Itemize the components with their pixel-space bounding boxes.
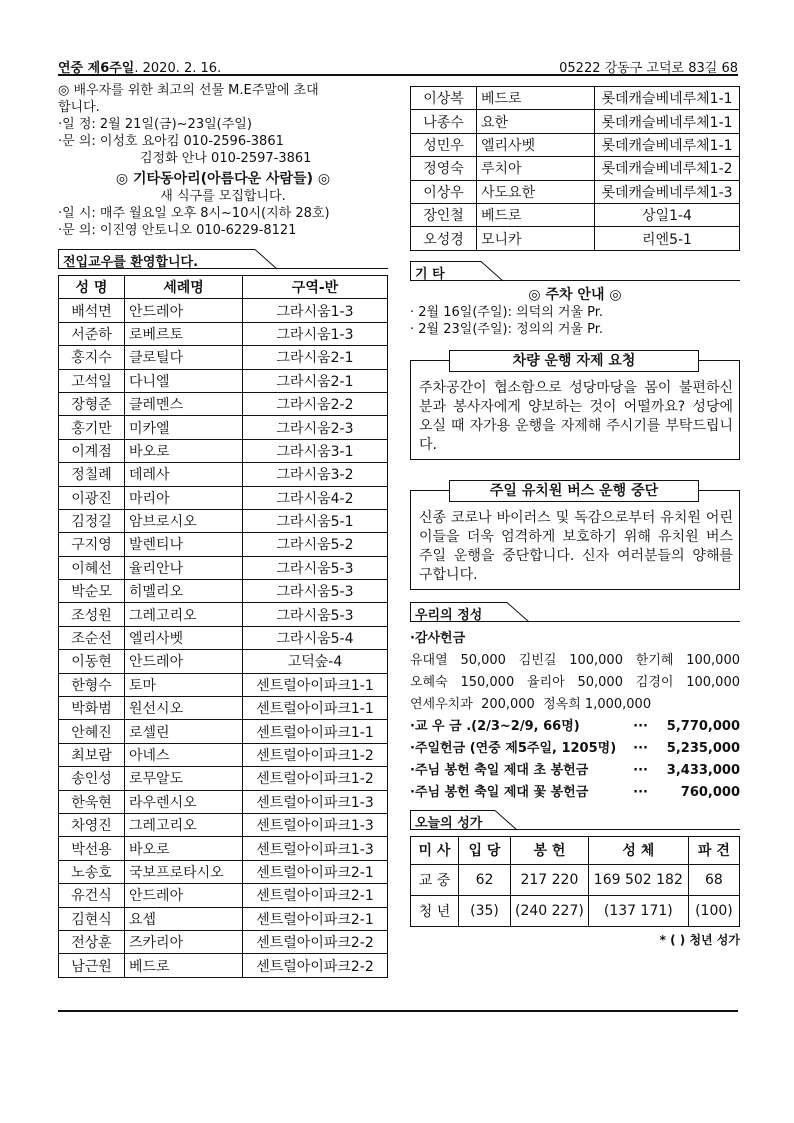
district-cell: 그라시움5-4 [243,626,388,649]
thanks-line [410,694,740,716]
name-cell: 정영숙 [411,157,477,180]
table-row [59,509,388,532]
name-cell: 김정길 [59,509,125,532]
mass-cell: 청 년 [411,895,459,926]
baptismal-cell: 히멜리오 [125,580,243,603]
table-row [59,322,388,345]
issue-date: 연중 제6주일. 2020. 2. 16. [58,61,222,76]
baptismal-cell: 원선시오 [125,697,243,720]
offering-amount: 5,235,000 [666,740,740,756]
amount: 100,000 [569,652,623,668]
baptismal-cell: 베드로 [477,203,595,226]
baptismal-cell: 아네스 [125,743,243,766]
district-cell: 센트럴아이파크1-1 [243,720,388,743]
thanks-line [410,650,740,672]
amount: 50,000 [577,674,623,690]
table-row [59,346,388,369]
baptismal-cell: 클로틸다 [125,346,243,369]
guitar-schedule: ·일 시: 매주 월요일 오후 8시~10시(지하 28호) [58,206,330,221]
offering-label: ·주님 봉헌 축일 제대 꽃 봉헌금 [410,784,589,800]
district-cell: 그라시움2-1 [243,346,388,369]
baptismal-cell: 요한 [477,110,595,133]
table-row [411,110,740,133]
district-cell: 그라시움5-3 [243,603,388,626]
thanks-label: ·감사헌금 [410,630,466,646]
stats-head: 파 견 [688,836,739,864]
donor: 유대열 [410,652,448,668]
table-row [59,673,388,696]
baptismal-cell: 엘리사벳 [477,133,595,156]
name-cell: 차영진 [59,813,125,836]
offering-value [633,760,740,782]
name-cell: 조성원 [59,603,125,626]
amount: 100,000 [686,652,740,668]
donor: 오혜숙 [410,674,448,690]
right-column [410,82,740,948]
col-district: 구역-반 [243,276,388,299]
page-header [58,54,738,76]
district-cell: 센트럴아이파크1-3 [243,813,388,836]
table-row [59,463,388,486]
name-cell: 김현식 [59,907,125,930]
offering-item [410,760,740,782]
baptismal-cell: 국보프로타시오 [125,860,243,883]
leader-dots: ··· [633,718,648,734]
amount: 50,000 [460,652,506,668]
name-cell: 송인성 [59,767,125,790]
communion-cell: 169 502 182 [588,864,688,895]
name-cell: 박순모 [59,580,125,603]
dismissal-cell: 68 [688,864,739,895]
table-row [59,790,388,813]
stats-table [410,836,740,927]
name-cell: 전상훈 [59,930,125,953]
table-row [59,767,388,790]
table-row [59,626,388,649]
district-cell: 센트럴아이파크2-2 [243,954,388,977]
district-cell: 그라시움5-1 [243,509,388,532]
district-cell: 센트럴아이파크1-1 [243,673,388,696]
table-row [411,157,740,180]
district-cell: 그라시움5-3 [243,580,388,603]
amount: 1,000,000 [584,696,652,712]
table-row [59,884,388,907]
amount: 150,000 [460,674,515,690]
donor: 정옥희 [543,696,581,712]
district-cell: 그라시움5-2 [243,533,388,556]
table-row [59,369,388,392]
district-cell: 그라시움3-1 [243,439,388,462]
baptismal-cell: 그레고리오 [125,813,243,836]
guitar-title: ◎ 기타동아리(아름다운 사람들) ◎ [115,171,331,187]
baptismal-cell: 사도요한 [477,180,595,203]
welcome-title: 전입교우를 환영합니다. [58,249,254,269]
table-row [59,439,388,462]
me-line: ·문 의: 이성호 요아킴 010-2596-3861 [58,134,284,149]
baptismal-cell: 바오로 [125,837,243,860]
baptismal-cell: 안드레아 [125,650,243,673]
offering-label: ·교 우 금 .(2/3~2/9, 66명) [410,718,580,734]
baptismal-cell: 베드로 [477,87,595,110]
name-cell: 장인철 [411,203,477,226]
district-cell: 센트럴아이파크2-1 [243,860,388,883]
thanks-line [410,672,740,694]
name-cell: 나종수 [411,110,477,133]
notice-car [410,352,740,460]
baptismal-cell: 그레고리오 [125,603,243,626]
offering-value [633,738,740,760]
district-cell: 롯데캐슬베네루체1-1 [595,133,740,156]
district-cell: 그라시움2-3 [243,416,388,439]
church-address: 05222 강동구 고덕로 83길 68 [559,61,738,76]
notice-car-body: 주차공간이 협소함으로 성당마당을 몸이 불편하신 분과 봉사자에게 양보하는 것이 어떨까요? 성당에 오실 때 자가용 운행을 자제해 주시기를 부탁드립니다. [419,379,733,453]
offering-item [410,782,740,804]
baptismal-cell: 로셀린 [125,720,243,743]
baptismal-cell: 다니엘 [125,369,243,392]
amount: 100,000 [686,674,740,690]
guitar-contact: ·문 의: 이진영 안토니오 010-6229-8121 [58,223,297,238]
baptismal-cell: 클레멘스 [125,392,243,415]
etc-title: 기 타 [410,261,480,281]
name-cell: 이상복 [411,87,477,110]
table-row [59,533,388,556]
guitar-club [58,171,388,239]
donor: 연세우치과 [410,696,473,712]
table-row [59,697,388,720]
leader-dots: ··· [633,740,648,756]
table-row [59,720,388,743]
district-cell: 상일1-4 [595,203,740,226]
me-line: ◎ 배우자를 위한 최고의 선물 M.E주말에 초대 [58,83,319,98]
table-row [411,895,740,926]
district-cell: 센트럴아이파크2-2 [243,930,388,953]
stats-section-tag [410,810,740,830]
baptismal-cell: 안드레아 [125,884,243,907]
offering-title: 우리의 정성 [410,602,506,622]
me-line: ·일 정: 2월 21일(금)~23일(주일) [58,117,252,132]
name-cell: 이계점 [59,439,125,462]
name-cell: 한욱현 [59,790,125,813]
table-row [411,864,740,895]
district-cell: 그라시움3-2 [243,463,388,486]
table-row [411,227,740,250]
notice-bus [410,482,740,590]
name-cell: 성민우 [411,133,477,156]
parking-title: ◎ 주차 안내 ◎ [528,286,622,303]
stats-title: 오늘의 성가 [410,810,494,830]
name-cell: 한형수 [59,673,125,696]
name-cell: 이상우 [411,180,477,203]
table-row [59,580,388,603]
offering-label: ·주일헌금 (연중 제5주일, 1205명) [410,740,617,756]
table-row [411,180,740,203]
baptismal-cell: 바오로 [125,439,243,462]
offering-label: ·주님 봉헌 축일 제대 초 봉헌금 [410,762,589,778]
donor: 김경이 [635,674,674,690]
stats-note: * ( ) 청년 성가 [659,932,740,947]
table-row [59,416,388,439]
baptismal-cell: 모니카 [477,227,595,250]
tag-slant-icon [493,810,523,831]
district-cell: 센트럴아이파크2-1 [243,907,388,930]
offering-item [410,716,740,738]
district-cell: 롯데캐슬베네루체1-3 [595,180,740,203]
district-cell: 센트럴아이파크1-3 [243,790,388,813]
me-line: 김정화 안나 010-2597-3861 [140,151,312,166]
name-cell: 노송호 [59,860,125,883]
stats-head: 성 체 [588,836,688,864]
entrance-cell: (35) [459,895,511,926]
table-row [59,837,388,860]
dismissal-cell: (100) [688,895,739,926]
name-cell: 정칠례 [59,463,125,486]
name-cell: 이혜선 [59,556,125,579]
offering-section-tag [410,602,740,622]
welcome-table [58,275,388,978]
baptismal-cell: 로무알도 [125,767,243,790]
baptismal-cell: 율리안나 [125,556,243,579]
baptismal-cell: 루치아 [477,157,595,180]
table-row [59,603,388,626]
notice-bus-body: 신종 코로나 바이러스 및 독감으로부터 유치원 어린이들을 더욱 엄격하게 보호하기 위해 유치원 버스 주일 운행을 중단합니다. 신자 여러분들의 양해를 구합니다. [419,509,733,583]
district-cell: 그라시움1-3 [243,299,388,322]
baptismal-cell: 데레사 [125,463,243,486]
col-name: 성 명 [59,276,125,299]
table-row [59,860,388,883]
name-cell: 유건식 [59,884,125,907]
baptismal-cell: 암브로시오 [125,509,243,532]
table-row [59,299,388,322]
table-row [59,743,388,766]
stats-head: 미 사 [411,836,459,864]
name-cell: 서준하 [59,322,125,345]
donor: 율리아 [527,674,565,690]
guitar-subtitle: 새 식구를 모집합니다. [160,189,286,204]
name-cell: 최보람 [59,743,125,766]
offering-value [633,716,740,738]
offering-amount: 3,433,000 [666,762,740,778]
table-row [59,813,388,836]
offertory-cell: (240 227) [511,895,589,926]
stats-head: 입 당 [459,836,511,864]
district-cell: 그라시움2-1 [243,369,388,392]
district-cell: 롯데캐슬베네루체1-2 [595,157,740,180]
baptismal-cell: 엘리사벳 [125,626,243,649]
offertory-cell: 217 220 [511,864,589,895]
etc-section-tag [410,261,740,281]
district-cell: 센트럴아이파크1-1 [243,697,388,720]
entrance-cell: 62 [459,864,511,895]
stats-head: 봉 헌 [511,836,589,864]
name-cell: 이동현 [59,650,125,673]
baptismal-cell: 안드레아 [125,299,243,322]
donor: 한기혜 [635,652,674,668]
parking-line: · 2월 23일(주일): 정의의 거울 Pr. [410,321,604,337]
me-notice [58,82,388,167]
baptismal-cell: 미카엘 [125,416,243,439]
table-row [59,486,388,509]
tag-slant-icon [479,261,509,282]
table-row [411,133,740,156]
district-cell: 센트럴아이파크1-3 [243,837,388,860]
district-cell: 센트럴아이파크2-1 [243,884,388,907]
district-cell: 그라시움5-3 [243,556,388,579]
baptismal-cell: 마리아 [125,486,243,509]
baptismal-cell: 요셉 [125,907,243,930]
name-cell: 구지영 [59,533,125,556]
district-cell: 그라시움2-2 [243,392,388,415]
table-row [411,203,740,226]
name-cell: 남근원 [59,954,125,977]
district-cell: 센트럴아이파크1-2 [243,743,388,766]
baptismal-cell: 발렌티나 [125,533,243,556]
mass-cell: 교 중 [411,864,459,895]
table-row [59,907,388,930]
leader-dots: ··· [633,762,648,778]
parking-line: · 2월 16일(주일): 의덕의 거울 Pr. [410,304,604,320]
district-cell: 롯데캐슬베네루체1-1 [595,110,740,133]
name-cell: 장형준 [59,392,125,415]
baptismal-cell: 라우렌시오 [125,790,243,813]
district-cell: 센트럴아이파크1-2 [243,767,388,790]
name-cell: 박선용 [59,837,125,860]
table-row [59,954,388,977]
offering-amount: 5,770,000 [666,718,740,734]
donor: 김빈길 [518,652,557,668]
col-baptismal: 세례명 [125,276,243,299]
table-row [411,87,740,110]
amount: 200,000 [481,696,535,712]
welcome-section-tag [58,249,388,269]
baptismal-cell: 즈카리아 [125,930,243,953]
offering-list [410,628,740,804]
baptismal-cell: 토마 [125,673,243,696]
leader-dots: ··· [633,784,648,800]
name-cell: 이광진 [59,486,125,509]
name-cell: 고석일 [59,369,125,392]
baptismal-cell: 베드로 [125,954,243,977]
name-cell: 오성경 [411,227,477,250]
tag-slant-icon [253,249,283,270]
district-cell: 롯데캐슬베네루체1-1 [595,87,740,110]
notice-bus-title: 주일 유치원 버스 운행 중단 [449,480,699,502]
tag-slant-icon [505,602,535,623]
table-row [59,930,388,953]
offering-value [633,782,740,804]
baptismal-cell: 로베르토 [125,322,243,345]
name-cell: 안혜진 [59,720,125,743]
left-column [58,82,388,978]
welcome-table-continued [410,86,740,251]
offering-item [410,738,740,760]
table-row [59,556,388,579]
district-cell: 고덕숲-4 [243,650,388,673]
name-cell: 홍기만 [59,416,125,439]
district-cell: 그라시움1-3 [243,322,388,345]
table-row [59,392,388,415]
name-cell: 홍지수 [59,346,125,369]
page-footer-rule [58,1010,738,1012]
notice-car-title: 차량 운행 자제 요청 [449,350,699,372]
district-cell: 그라시움4-2 [243,486,388,509]
me-line: 합니다. [58,100,100,115]
name-cell: 배석면 [59,299,125,322]
offering-amount: 760,000 [680,784,740,800]
name-cell: 조순선 [59,626,125,649]
name-cell: 박화범 [59,697,125,720]
district-cell: 리엔5-1 [595,227,740,250]
communion-cell: (137 171) [588,895,688,926]
table-row [59,650,388,673]
